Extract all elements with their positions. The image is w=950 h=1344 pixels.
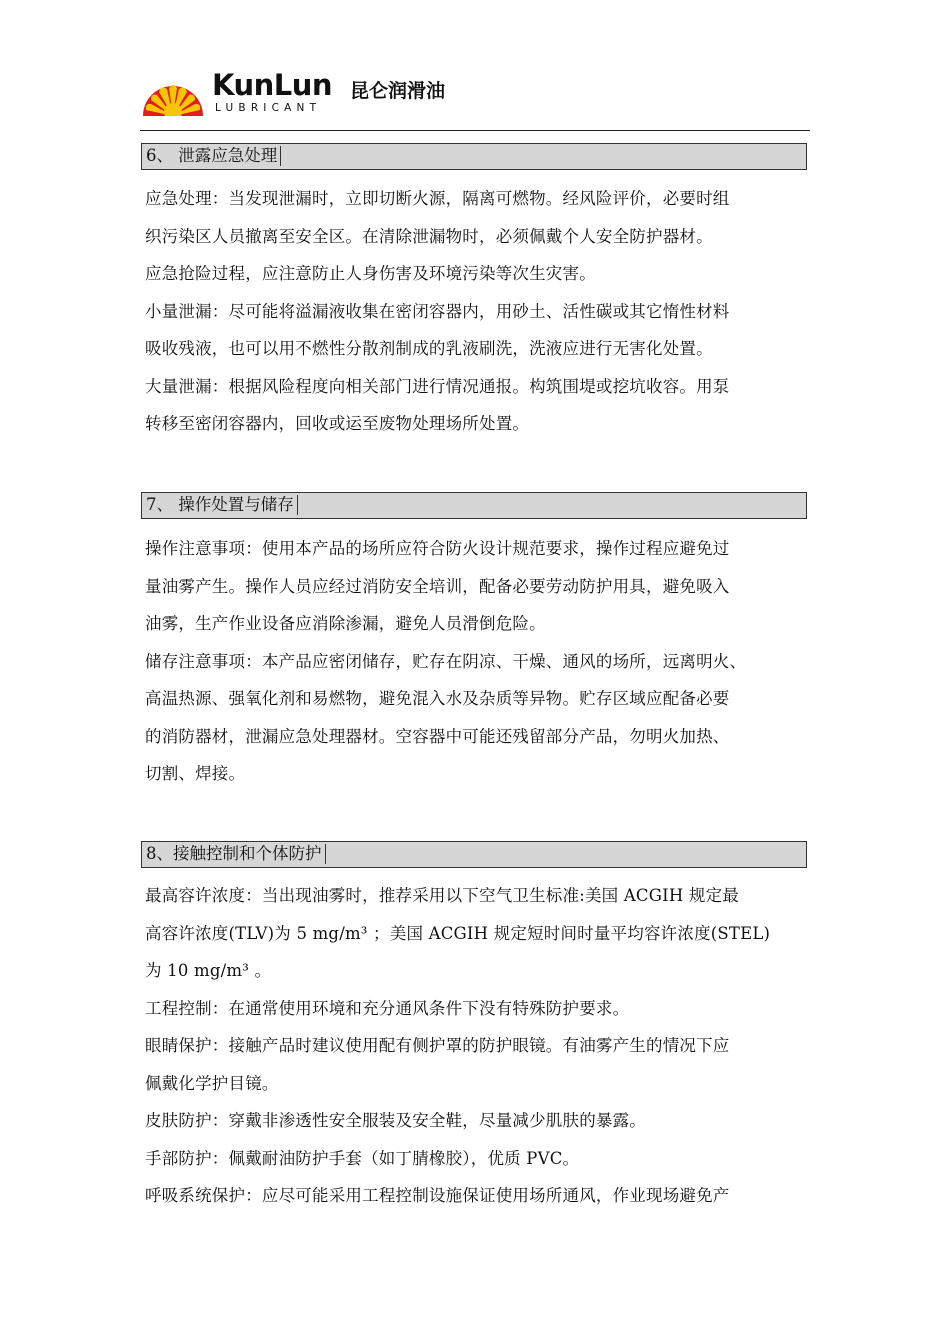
paragraph-line: 高温热源、强氧化剂和易燃物，避免混入水及杂质等异物。贮存区域应配备必要 bbox=[145, 689, 730, 708]
section-title: 8、接触控制和个体防护 bbox=[146, 844, 326, 864]
section-heading-8 bbox=[141, 841, 807, 868]
section-body-7 bbox=[145, 530, 810, 793]
paragraph-line: 高容许浓度(TLV)为 5 mg/m³ ；美国 ACGIH 规定短时间时量平均容许浓度(STEL) bbox=[145, 923, 771, 943]
paragraph-line: 佩戴化学护目镜。 bbox=[145, 1073, 279, 1093]
paragraph-line: 量油雾产生。操作人员应经过消防安全培训，配备必要劳动防护用具，避免吸入 bbox=[145, 576, 730, 596]
paragraph-line: 操作注意事项：使用本产品的场所应符合防火设计规范要求，操作过程应避免过 bbox=[145, 539, 730, 558]
document-header bbox=[140, 60, 810, 132]
paragraph-line: 工程控制：在通常使用环境和充分通风条件下没有特殊防护要求。 bbox=[145, 998, 630, 1018]
paragraph-line: 储存注意事项：本产品应密闭储存，贮存在阴凉、干燥、通风的场所，远离明火、 bbox=[145, 651, 747, 671]
header-divider bbox=[140, 130, 810, 131]
paragraph-line: 吸收残液，也可以用不燃性分散剂制成的乳液刷洗，洗液应进行无害化处置。 bbox=[145, 339, 713, 358]
paragraph-line: 应急抢险过程，应注意防止人身伤害及环境污染等次生灾害。 bbox=[145, 264, 596, 283]
paragraph-line: 皮肤防护：穿戴非渗透性安全服装及安全鞋，尽量减少肌肤的暴露。 bbox=[145, 1111, 646, 1130]
paragraph-line: 小量泄漏：尽可能将溢漏液收集在密闭容器内，用砂土、活性碳或其它惰性材料 bbox=[145, 301, 730, 321]
section-heading-6 bbox=[141, 143, 807, 170]
section-heading-7 bbox=[141, 492, 807, 519]
paragraph-line: 最高容许浓度：当出现油雾时，推荐采用以下空气卫生标准:美国 ACGIH 规定最 bbox=[145, 886, 739, 905]
paragraph-line: 转移至密闭容器内，回收或运至废物处理场所处置。 bbox=[145, 414, 530, 433]
section-body-8 bbox=[145, 877, 810, 1215]
brand-name: KunLun bbox=[212, 68, 333, 102]
paragraph-line: 应急处理：当发现泄漏时，立即切断火源，隔离可燃物。经风险评价，必要时组 bbox=[145, 189, 730, 208]
paragraph-line: 呼吸系统保护：应尽可能采用工程控制设施保证使用场所通风，作业现场避免产 bbox=[145, 1186, 730, 1205]
paragraph-line: 手部防护：佩戴耐油防护手套（如丁腈橡胶），优质 PVC。 bbox=[145, 1148, 580, 1168]
paragraph-line: 切割、焊接。 bbox=[145, 764, 246, 783]
section-title: 7、 操作处置与储存 bbox=[146, 495, 298, 515]
paragraph-line: 油雾，生产作业设备应消除渗漏，避免人员滑倒危险。 bbox=[145, 614, 546, 633]
section-body-6 bbox=[145, 180, 810, 443]
paragraph-line: 织污染区人员撤离至安全区。在清除泄漏物时，必须佩戴个人安全防护器材。 bbox=[145, 226, 713, 246]
petrochina-sun-logo-icon bbox=[142, 66, 204, 118]
paragraph-line: 眼睛保护：接触产品时建议使用配有侧护罩的防护眼镜。有油雾产生的情况下应 bbox=[145, 1036, 730, 1055]
paragraph-line: 的消防器材，泄漏应急处理器材。空容器中可能还残留部分产品，勿明火加热、 bbox=[145, 726, 730, 746]
section-title: 6、 泄露应急处理 bbox=[146, 146, 281, 166]
brand-chinese-name: 昆仑润滑油 bbox=[350, 80, 446, 102]
paragraph-line: 大量泄漏：根据风险程度向相关部门进行情况通报。构筑围堤或挖坑收容。用泵 bbox=[145, 376, 730, 396]
brand-subtitle: LUBRICANT bbox=[215, 102, 322, 114]
paragraph-line: 为 10 mg/m³ 。 bbox=[145, 961, 272, 980]
